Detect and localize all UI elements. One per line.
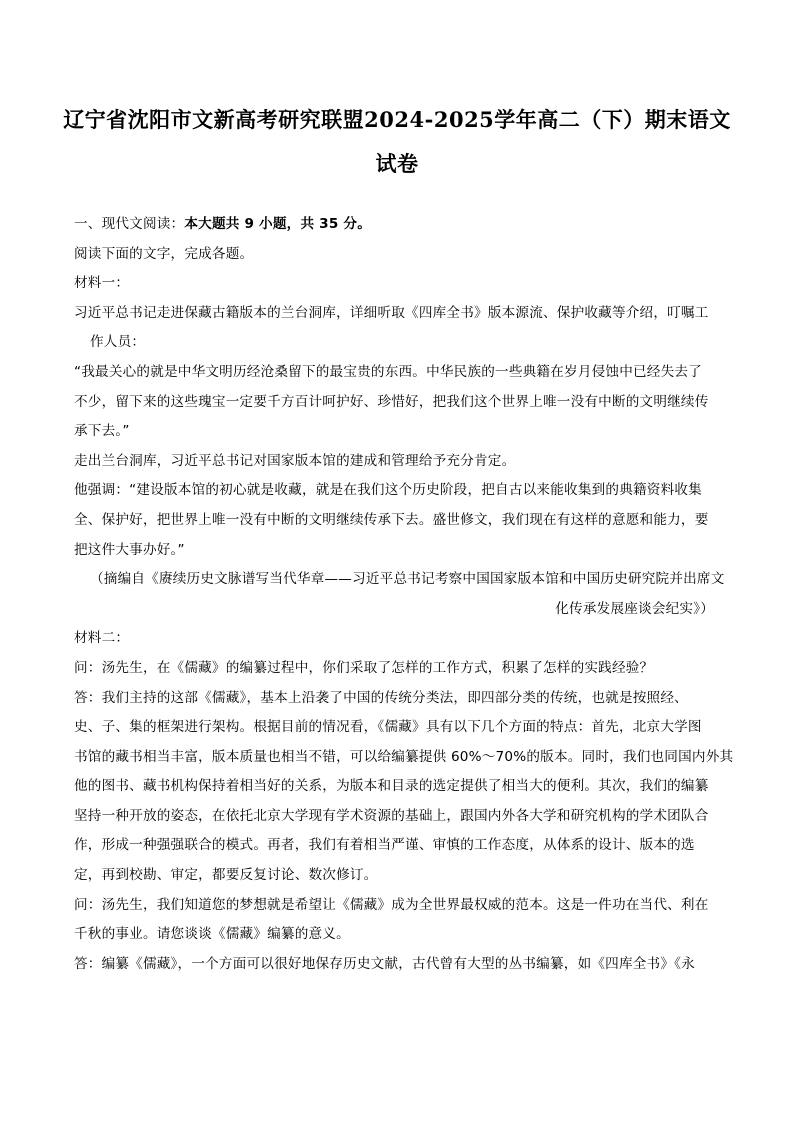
material2-line: 书馆的藏书相当丰富，版本质量也相当不错，可以给编纂提供 60%～70%的版本。同时，我们也同国内外其 — [74, 748, 734, 765]
exam-body — [74, 210, 734, 979]
material1-line: 作人员： — [90, 334, 146, 351]
material2-line: 他的图书、藏书机构保持着相当好的关系，为版本和目录的选定提供了相当大的便利。其次，我们的编纂 — [74, 778, 709, 795]
material2-line: 答：编纂《儒藏》，一个方面可以很好地保存历史文献，古代曾有大型的丛书编纂，如《四库全书》《永 — [74, 955, 695, 972]
material1-line: “我最关心的就是中华文明历经沧桑留下的最宝贵的东西。中华民族的一些典籍在岁月侵蚀中已经失去了 — [74, 363, 702, 380]
exam-title-line1: 辽宁省沈阳市文新高考研究联盟2024-2025学年高二（下）期末语文 — [63, 107, 731, 132]
exam-title-line2: 试卷 — [375, 151, 419, 176]
material2-label: 材料二： — [74, 630, 130, 647]
section-heading — [74, 210, 724, 240]
material1-line: 走出兰台洞库，习近平总书记对国家版本馆的建成和管理给予充分肯定。 — [74, 452, 516, 469]
material1-source-line1: （摘编自《赓续历史文脉谱写当代华章——习近平总书记考察中国国家版本馆和中国历史研究院并出席文 — [90, 571, 725, 588]
material1-line: 全、保护好，把世界上唯一没有中断的文明继续传承下去。盛世修文，我们现在有这样的意愿和能力，要 — [74, 511, 709, 528]
material2-line: 史、子、集的框架进行架构。根据目前的情况看，《儒藏》具有以下几个方面的特点：首先，北京大学图 — [74, 719, 702, 736]
material1-line: 他强调：“建设版本馆的初心就是收藏，就是在我们这个历史阶段，把自古以来能收集到的典籍资料收集 — [74, 482, 702, 499]
material1-line: 不少，留下来的这些瑰宝一定要千方百计呵护好、珍惜好，把我们这个世界上唯一没有中断的文明继续传 — [74, 393, 709, 410]
material1-line: 把这件大事办好。” — [74, 541, 185, 558]
instruction-text: 阅读下面的文字，完成各题。 — [74, 245, 254, 262]
material1-source-line2: 化传承发展座谈会纪实》） — [555, 600, 714, 617]
material2-line: 坚持一种开放的姿态，在依托北京大学现有学术资源的基础上，跟国内外各大学和研究机构的学术团队合 — [74, 807, 709, 824]
section-heading-lead: 一、现代文阅读： — [74, 216, 185, 232]
material1-line: 承下去。” — [74, 423, 130, 440]
material2-line: 定，再到校勘、审定，都要反复讨论、数次修订。 — [74, 867, 378, 884]
material2-line: 作，形成一种强强联合的模式。再者，我们有着相当严谨、审慎的工作态度，从体系的设计、版本的选 — [74, 837, 695, 854]
material2-line: 答：我们主持的这部《儒藏》，基本上沿袭了中国的传统分类法，即四部分类的传统，也就是按照经、 — [74, 689, 688, 706]
material1-label: 材料一： — [74, 275, 130, 292]
section-heading-detail: 本大题共 9 小题，共 35 分。 — [184, 216, 372, 232]
material1-line: 习近平总书记走进保藏古籍版本的兰台洞库，详细听取《四库全书》版本源流、保护收藏等介绍，叮嘱工 — [74, 304, 709, 321]
material2-line: 千秋的事业。请您谈谈《儒藏》编纂的意义。 — [74, 926, 350, 943]
material2-line: 问：汤先生，在《儒藏》的编纂过程中，你们采取了怎样的工作方式，积累了怎样的实践经验？ — [74, 659, 654, 676]
material2-line: 问：汤先生，我们知道您的梦想就是希望让《儒藏》成为全世界最权威的范本。这是一件功在当代、利在 — [74, 896, 709, 913]
